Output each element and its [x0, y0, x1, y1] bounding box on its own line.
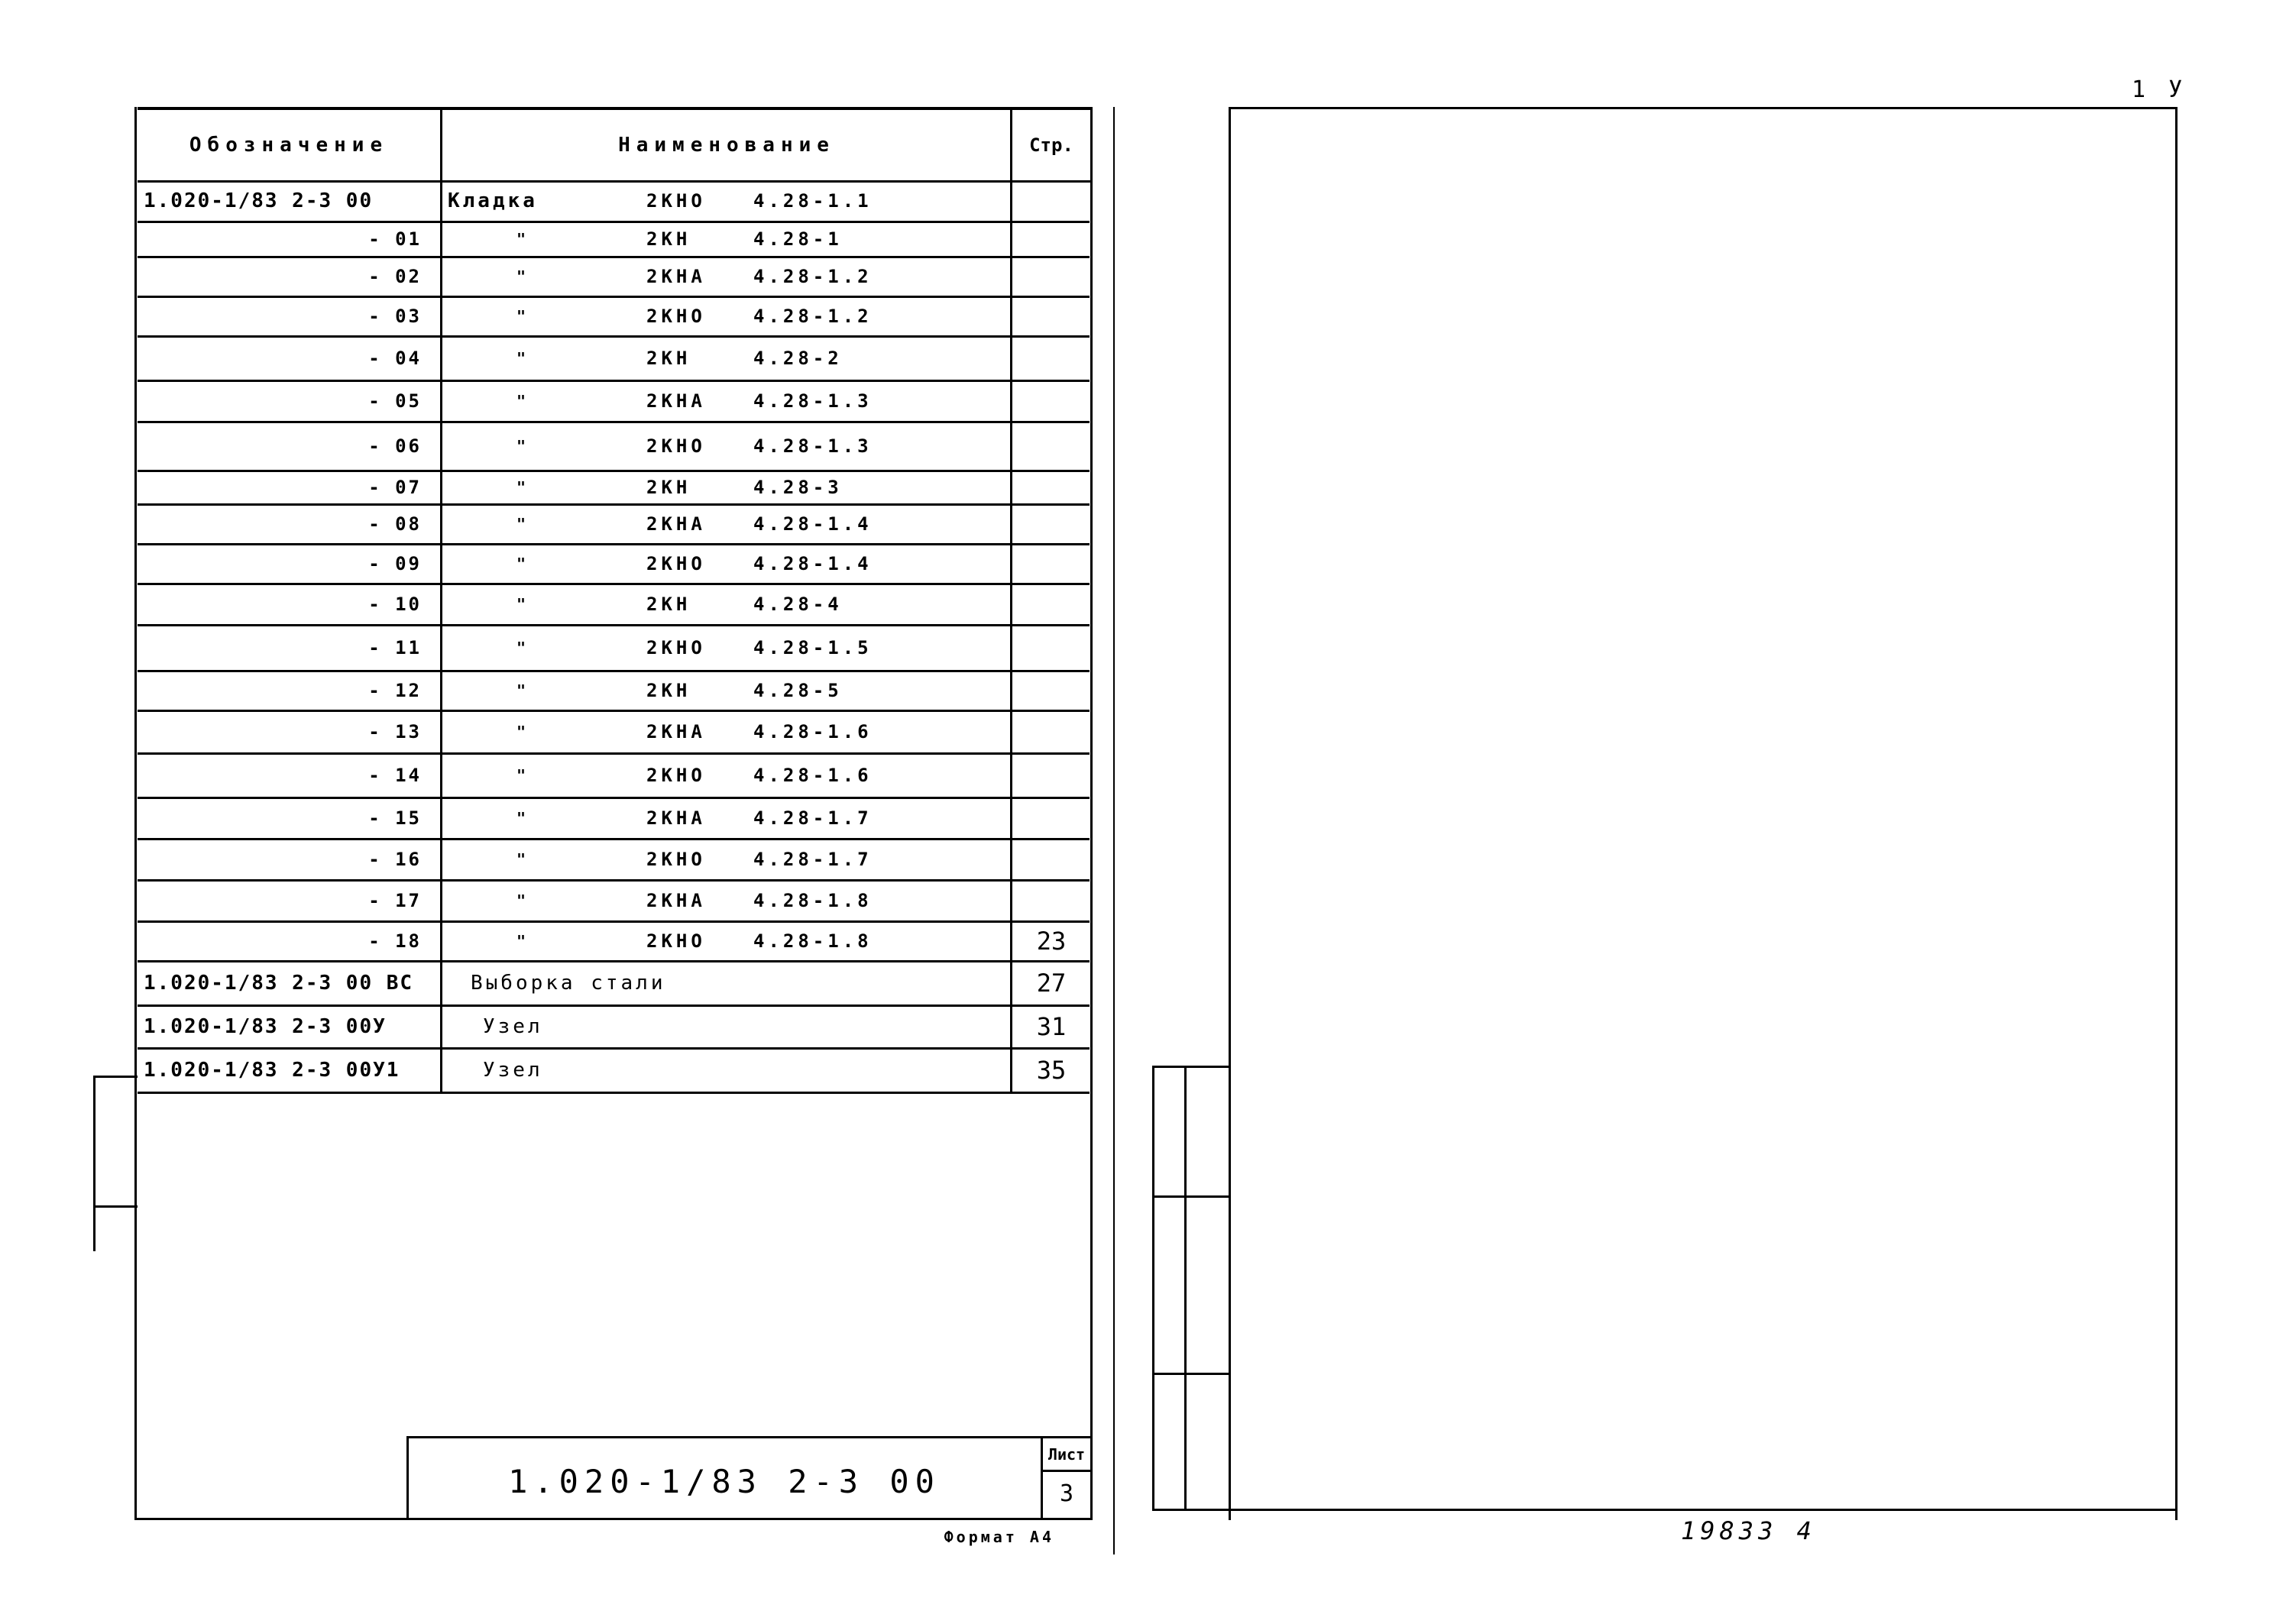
- table-row: [138, 961, 1090, 1005]
- title-block-left: [406, 1436, 409, 1520]
- stamp-rule-2: [1152, 1195, 1230, 1198]
- cell-page: [1013, 257, 1090, 296]
- cell-designation: - 08: [368, 513, 422, 535]
- table-row: [138, 471, 1090, 504]
- cell-page: 23: [1036, 927, 1067, 956]
- cell-mark: 4.28-1.7: [753, 849, 873, 870]
- cell-item: ": [516, 595, 526, 613]
- cell-type: 2КНА: [646, 390, 706, 412]
- inventory-note: 19833 4: [1681, 1516, 1816, 1545]
- binding-bar: [93, 1076, 96, 1251]
- cell-type: 2КНА: [646, 721, 706, 742]
- cell-mark: 4.28-2: [753, 348, 843, 369]
- cell-type: 2КН: [646, 477, 691, 498]
- cell-mark: 4.28-3: [753, 477, 843, 498]
- cell-mark: 4.28-1: [753, 228, 843, 250]
- cell-mark: 4.28-1.2: [753, 306, 873, 327]
- cell-page: [1013, 671, 1090, 710]
- cell-designation: - 01: [368, 228, 422, 250]
- cell-mark: 4.28-1.5: [753, 637, 873, 658]
- cell-type: 2КНА: [646, 890, 706, 911]
- header-name: Наименование: [618, 134, 835, 157]
- cell-item: ": [516, 809, 526, 827]
- cell-mark: 4.28-1.2: [753, 266, 873, 287]
- sheet-number: 3: [1059, 1480, 1074, 1507]
- table-row: [138, 584, 1090, 625]
- binding-tick-bottom: [93, 1205, 138, 1208]
- title-block-top: [406, 1436, 1093, 1438]
- table-row: [138, 880, 1090, 921]
- cell-designation: - 03: [368, 306, 422, 327]
- cell-item: Выборка стали: [471, 972, 666, 995]
- cell-designation: - 17: [368, 890, 422, 911]
- cell-item: ": [516, 267, 526, 286]
- cell-page: [1013, 336, 1090, 380]
- table-row: [138, 1005, 1090, 1048]
- blank-frame-right: [2175, 107, 2178, 1520]
- cell-type: 2КНО: [646, 553, 706, 574]
- cell-item: ": [516, 891, 526, 910]
- cell-item: ": [516, 639, 526, 657]
- cell-page: [1013, 380, 1090, 422]
- cell-item: ": [516, 555, 526, 573]
- cell-item: Узел: [483, 1015, 543, 1038]
- cell-item: ": [516, 478, 526, 497]
- cell-item: ": [516, 307, 526, 325]
- sheet-label-rule: [1041, 1470, 1093, 1472]
- cell-page: [1013, 471, 1090, 504]
- cell-mark: 4.28-1.1: [753, 190, 873, 212]
- cell-type: 2КНО: [646, 930, 706, 952]
- cell-designation: - 02: [368, 266, 422, 287]
- cell-mark: 4.28-1.4: [753, 553, 873, 574]
- cell-item: Кладка: [448, 189, 538, 212]
- cell-type: 2КН: [646, 680, 691, 701]
- cell-type: 2КН: [646, 348, 691, 369]
- cell-designation: - 05: [368, 390, 422, 412]
- table-row: [138, 1048, 1090, 1092]
- cell-page: [1013, 797, 1090, 839]
- cell-page: [1013, 753, 1090, 797]
- cell-type: 2КНА: [646, 513, 706, 535]
- cell-page: [1013, 584, 1090, 625]
- sheet-label: Лист: [1047, 1445, 1086, 1464]
- fold-line: [1113, 107, 1115, 1554]
- frame-top: [138, 107, 1093, 110]
- cell-item: ": [516, 515, 526, 533]
- cell-mark: 4.28-1.8: [753, 890, 873, 911]
- cell-item: ": [516, 766, 526, 785]
- cell-type: 2КН: [646, 594, 691, 615]
- cell-designation: - 15: [368, 807, 422, 829]
- cell-type: 2КН: [646, 228, 691, 250]
- table-row: [138, 921, 1090, 961]
- stamp-rule-3: [1152, 1373, 1230, 1375]
- cell-designation: - 09: [368, 553, 422, 574]
- cell-item: Узел: [483, 1059, 543, 1082]
- blank-frame-top: [1230, 107, 2178, 109]
- table-row: [138, 222, 1090, 257]
- cell-item: ": [516, 392, 526, 410]
- cell-page: [1013, 839, 1090, 880]
- stamp-rule-1: [1152, 1066, 1230, 1068]
- cell-designation: - 04: [368, 348, 422, 369]
- cell-type: 2КНО: [646, 190, 706, 212]
- cell-page: 35: [1036, 1056, 1067, 1085]
- cell-item: ": [516, 723, 526, 741]
- cell-designation: 1.020-1/83 2-3 00У1: [144, 1059, 400, 1082]
- header-page: Стр.: [1029, 134, 1073, 156]
- cell-page: [1013, 504, 1090, 544]
- cell-page: [1013, 880, 1090, 921]
- table-row: [138, 753, 1090, 797]
- cell-mark: 4.28-1.8: [753, 930, 873, 952]
- table-row: [138, 422, 1090, 471]
- blank-frame-bottom: [1152, 1509, 2178, 1511]
- header-designation: Обозначение: [189, 134, 389, 157]
- cell-designation: 1.020-1/83 2-3 00У: [144, 1015, 387, 1038]
- cell-type: 2КНО: [646, 306, 706, 327]
- cell-item: ": [516, 932, 526, 950]
- document-code: 1.020-1/83 2-3 00: [508, 1463, 941, 1500]
- table-row: [138, 710, 1090, 753]
- format-note: Формат А4: [944, 1528, 1054, 1546]
- frame-right: [1090, 107, 1093, 1520]
- cell-mark: 4.28-1.3: [753, 390, 873, 412]
- cell-mark: 4.28-1.3: [753, 435, 873, 457]
- cell-designation: - 13: [368, 721, 422, 742]
- frame-left: [134, 107, 137, 1520]
- table-row: [138, 336, 1090, 380]
- cell-page: 27: [1036, 969, 1067, 998]
- table-row: [138, 671, 1090, 710]
- cell-designation: - 10: [368, 594, 422, 615]
- corner-mark: 1 У: [2132, 76, 2187, 103]
- cell-item: ": [516, 437, 526, 455]
- cell-item: ": [516, 230, 526, 248]
- cell-mark: 4.28-1.6: [753, 721, 873, 742]
- table-row: [138, 257, 1090, 296]
- cell-type: 2КНА: [646, 266, 706, 287]
- cell-mark: 4.28-1.4: [753, 513, 873, 535]
- cell-item: ": [516, 681, 526, 700]
- cell-item: ": [516, 850, 526, 869]
- table-row: [138, 544, 1090, 584]
- cell-designation: - 07: [368, 477, 422, 498]
- cell-designation: - 18: [368, 930, 422, 952]
- cell-item: ": [516, 349, 526, 367]
- cell-mark: 4.28-4: [753, 594, 843, 615]
- table-row: [138, 504, 1090, 544]
- cell-designation: 1.020-1/83 2-3 00: [144, 189, 374, 212]
- cell-page: [1013, 625, 1090, 671]
- binding-tick-top: [93, 1076, 138, 1078]
- table-row: [138, 797, 1090, 839]
- cell-type: 2КНО: [646, 637, 706, 658]
- cell-type: 2КНА: [646, 807, 706, 829]
- cell-designation: - 06: [368, 435, 422, 457]
- cell-designation: - 16: [368, 849, 422, 870]
- cell-page: [1013, 544, 1090, 584]
- cell-page: 31: [1036, 1012, 1067, 1041]
- table-row: [138, 839, 1090, 880]
- cell-page: [1013, 222, 1090, 257]
- table-row: [138, 625, 1090, 671]
- cell-mark: 4.28-5: [753, 680, 843, 701]
- cell-page: [1013, 422, 1090, 471]
- cell-designation: - 11: [368, 637, 422, 658]
- table-row: [138, 380, 1090, 422]
- table-row: [138, 180, 1090, 222]
- cell-page: [1013, 710, 1090, 753]
- stamp-box-left: [1152, 1066, 1154, 1511]
- cell-page: [1013, 180, 1090, 222]
- cell-designation: 1.020-1/83 2-3 00 ВС: [144, 972, 414, 995]
- cell-type: 2КНО: [646, 435, 706, 457]
- cell-type: 2КНО: [646, 765, 706, 786]
- cell-page: [1013, 296, 1090, 336]
- stamp-box-mid: [1184, 1066, 1187, 1511]
- table-row: [138, 296, 1090, 336]
- cell-designation: - 12: [368, 680, 422, 701]
- cell-designation: - 14: [368, 765, 422, 786]
- blank-frame-left: [1229, 107, 1231, 1520]
- cell-type: 2КНО: [646, 849, 706, 870]
- cell-mark: 4.28-1.6: [753, 765, 873, 786]
- cell-mark: 4.28-1.7: [753, 807, 873, 829]
